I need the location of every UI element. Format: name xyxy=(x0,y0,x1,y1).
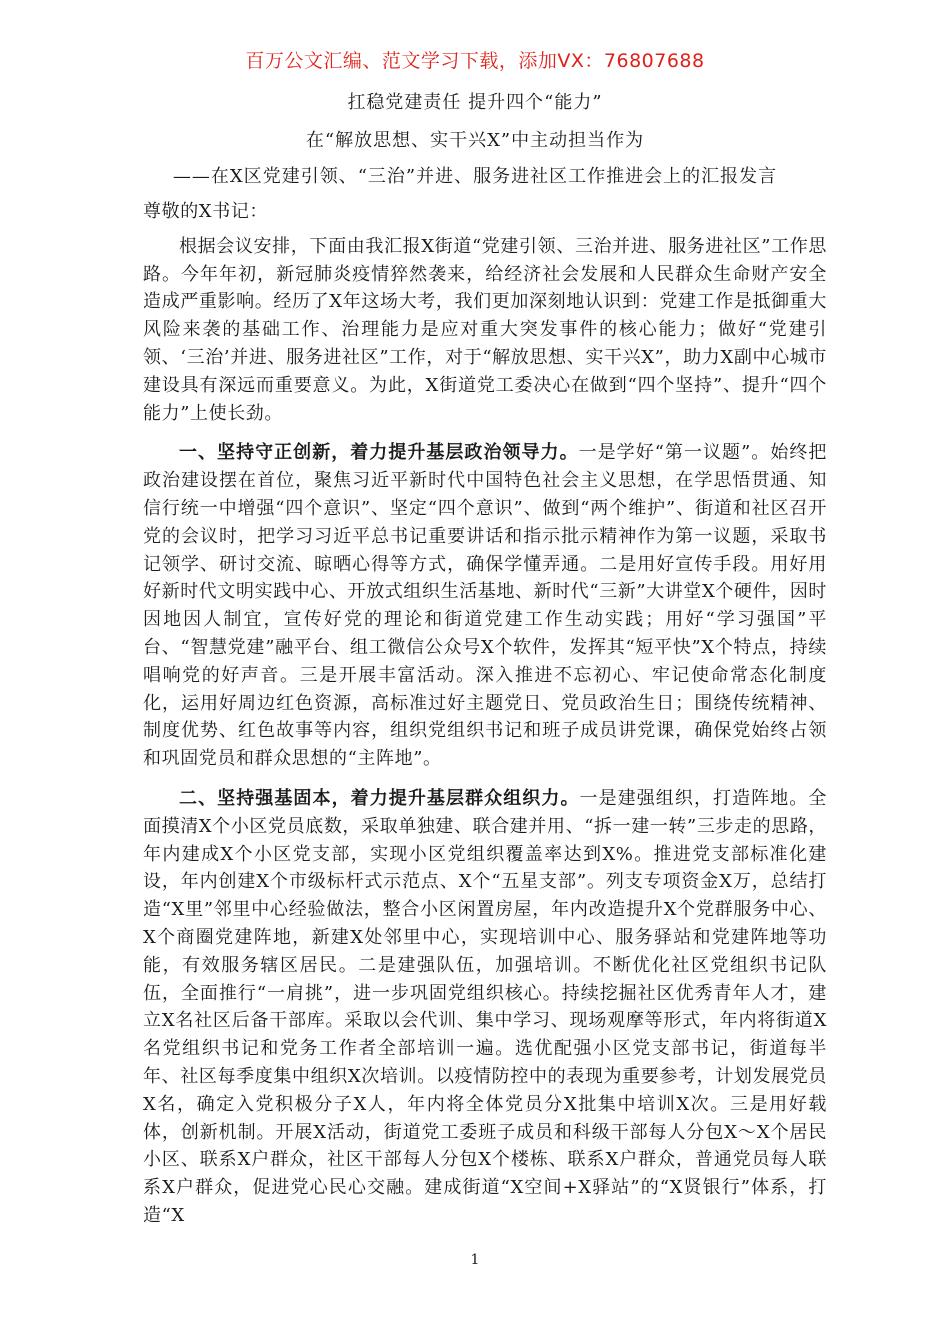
speech-occasion: ——在X区党建引领、“三治”并进、服务进社区工作推进会上的汇报发言 xyxy=(172,166,778,187)
promo-banner: 百万公文汇编、范文学习下载，添加VX：76807688 xyxy=(245,50,705,72)
paragraph-section-2 xyxy=(143,785,827,1230)
main-title: 扛稳党建责任 提升四个“能力” xyxy=(347,92,603,113)
section-heading: 二、坚持强基固本，着力提升基层群众组织力。 xyxy=(179,787,580,809)
paragraph-text: 根据会议安排，下面由我汇报X街道“党建引领、三治并进、服务进社区”工作思路。今年年初，新冠肺炎疫情猝然袭来，给经济社会发展和人民群众生命财产安全造成严重影响。经历了X年这场大考，我们更加深刻地认识到：党建工作是抵御重大风险来袭的基础工作、治理能力是应对重大突发事件的核心能力；做好“党建引领、‘三治’并进、服务进社区”工作，对于“解放思想、实干兴X”，助力X副中心城市建设具有深远而重要意义。为此，X街道党工委决心在做到“四个坚持”、提升“四个能力”上使长劲。 xyxy=(143,235,827,424)
paragraph-text: 一是学好“第一议题”。始终把政治建设摆在首位，聚焦习近平新时代中国特色社会主义思想，在学思悟贯通、知信行统一中增强“四个意识”、坚定“四个意识”、做到“两个维护”、街道和社区召开党的会议时，把学习习近平总书记重要讲话和指示批示精神作为第一议题，采取书记领学、研讨交流、晾晒心得等方式，确保学懂弄通。二是用好宣传手段。用好用好新时代文明实践中心、开放式组织生活基地、新时代“三新”大讲堂X个硬件，因时因地因人制宜，宣传好党的理论和街道党建工作生动实践；用好“学习强国”平台、“智慧党建”融平台、组工微信公众号X个软件，发挥其“短平快”X个特点，持续唱响党的好声音。三是开展丰富活动。深入推进不忘初心、牢记使命常态化制度化，运用好周边红色资源，高标准过好主题党日、党员政治生日；围绕传统精神、制度优势、红色故事等内容，组织党组织书记和班子成员讲党课，确保党始终占领和巩固党员和群众思想的“主阵地”。 xyxy=(143,442,828,770)
paragraph-section-1 xyxy=(143,439,827,773)
section-heading: 一、坚持守正创新，着力提升基层政治领导力。 xyxy=(179,442,579,464)
page-number: 1 xyxy=(470,1252,480,1268)
salutation: 尊敬的X书记： xyxy=(143,201,269,222)
subtitle: 在“解放思想、实干兴X”中主动担当作为 xyxy=(305,130,645,151)
document-body xyxy=(143,198,827,1242)
paragraph-text: 一是建强组织，打造阵地。全面摸清X个小区党员底数，采取单独建、联合建并用、“拆一建一转”三步走的思路，年内建成X个小区党支部，实现小区党组织覆盖率达到X%。推进党支部标准化建设，年内创建X个市级标杆式示范点、X个“五星支部”。列支专项资金X万，总结打造“X里”邻里中心经验做法，整合小区闲置房屋，年内改造提升X个党群服务中心、X个商圈党建阵地，新建X处邻里中心，实现培训中心、服务驿站和党建阵地等功能，有效服务辖区居民。二是建强队伍，加强培训。不断优化社区党组织书记队伍，全面推行“一肩挑”，进一步巩固党组织核心。持续挖掘社区优秀青年人才，建立X名社区后备干部库。采取以会代训、集中学习、现场观摩等形式，年内将街道X名党组织书记和党务工作者全部培训一遍。选优配强小区党支部书记，街道每半年、社区每季度集中组织X次培训。以疫情防控中的表现为重要参考，计划发展党员X名，确定入党积极分子X人，年内将全体党员分X批集中培训X次。三是用好载体，创新机制。开展X活动，街道党工委班子成员和科级干部每人分包X～X个居民小区、联系X户群众，社区干部每人分包X个楼栋、联系X户群众，普通党员每人联系X户群众，促进党心民心交融。建成街道“X空间+X驿站”的“X贤银行”体系，打造“X xyxy=(143,787,828,1226)
paragraph-intro xyxy=(143,233,827,428)
